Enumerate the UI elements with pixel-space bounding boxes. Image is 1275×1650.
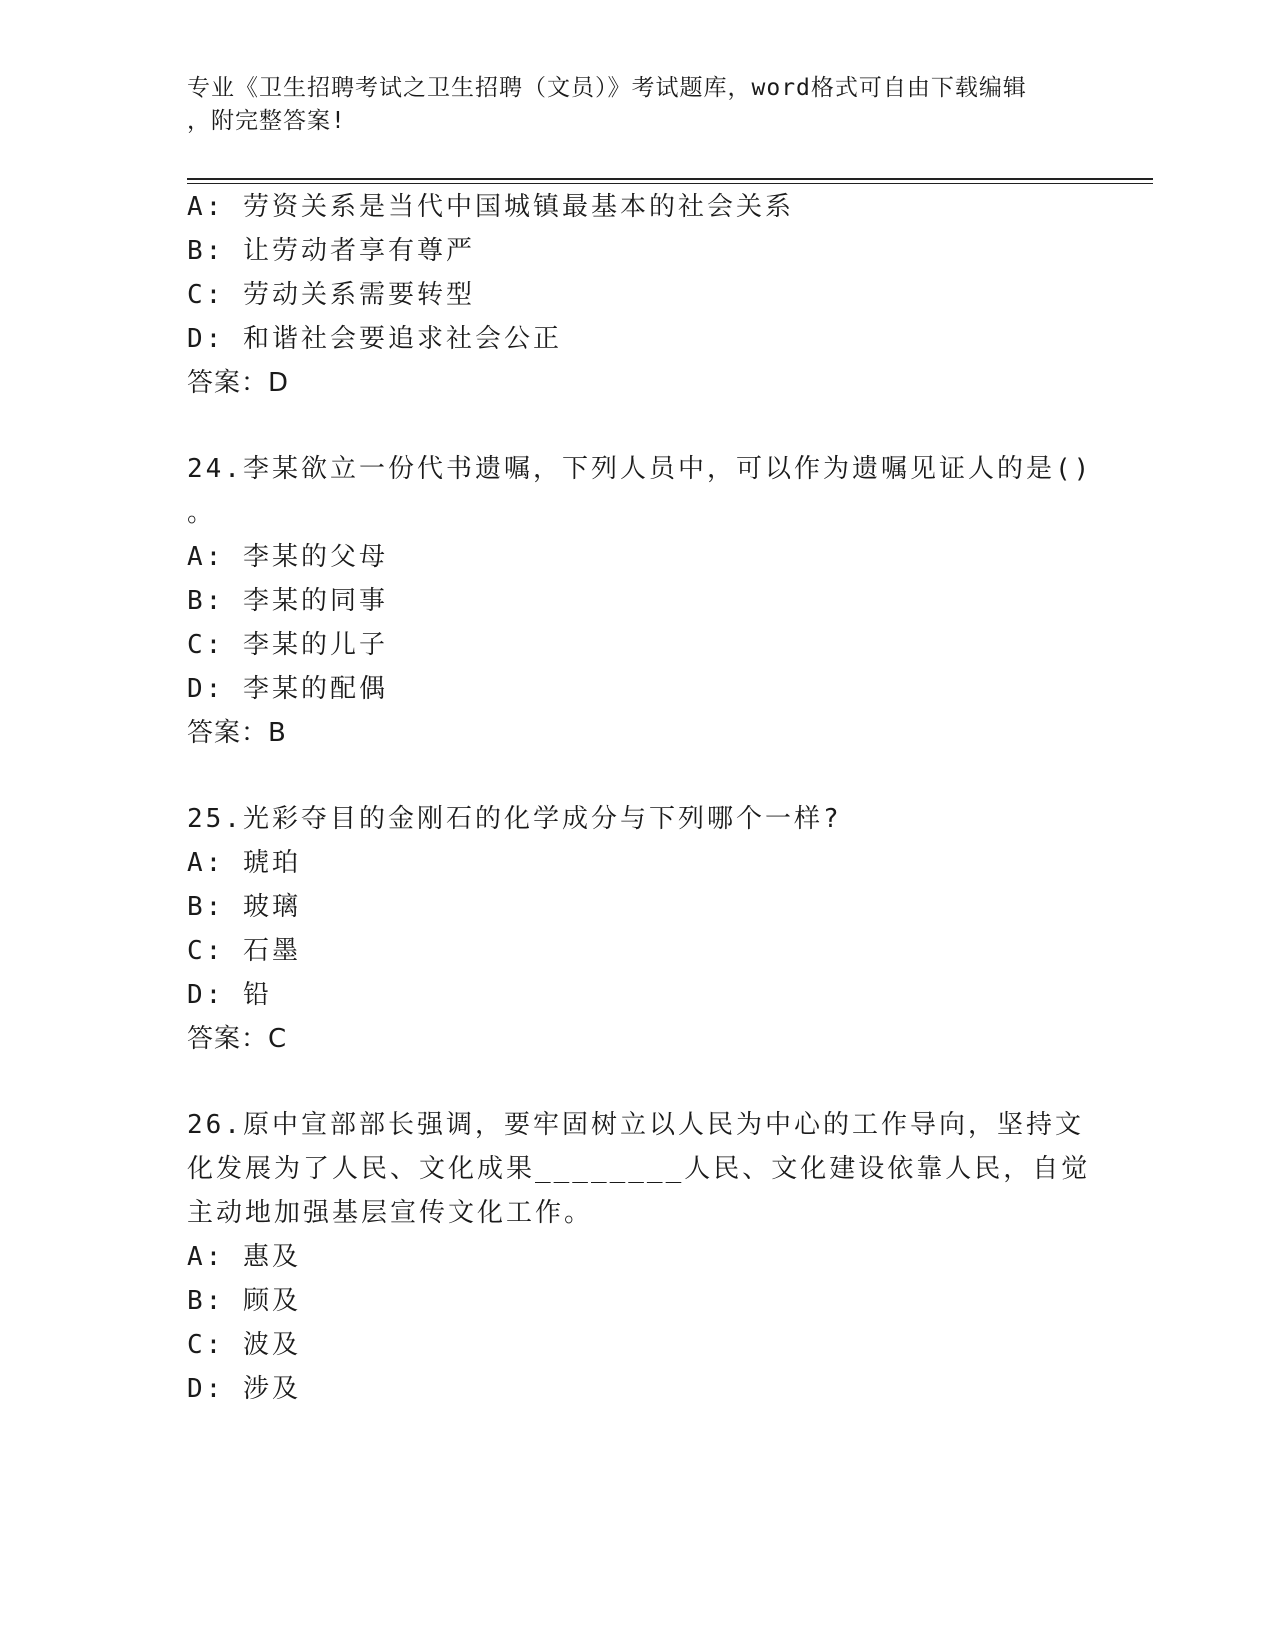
q26-option-c: C: 波及 [187, 1330, 301, 1360]
q26-option-d: D: 涉及 [187, 1374, 301, 1404]
q23-option-c: C: 劳动关系需要转型 [187, 280, 475, 310]
q24-stem-line-2: 。 [187, 498, 217, 528]
q23-option-d: D: 和谐社会要追求社会公正 [187, 324, 562, 354]
q25-option-c: C: 石墨 [187, 936, 301, 966]
q24-stem-line-1: 24.李某欲立一份代书遗嘱，下列人员中，可以作为遗嘱见证人的是() [187, 454, 1093, 484]
header-divider [187, 178, 1153, 184]
q23-answer: 答案：D [187, 368, 290, 398]
q24-option-c: C: 李某的儿子 [187, 630, 388, 660]
q26-option-b: B: 顾及 [187, 1286, 301, 1316]
q25-stem-line-1: 25.光彩夺目的金刚石的化学成分与下列哪个一样? [187, 804, 842, 834]
q23-option-a: A: 劳资关系是当代中国城镇最基本的社会关系 [187, 192, 794, 222]
q24-option-a: A: 李某的父母 [187, 542, 388, 572]
header-line-2: ，附完整答案! [187, 108, 346, 134]
q26-stem-line-2: 化发展为了人民、文化成果________人民、文化建设依靠人民，自觉 [187, 1154, 1091, 1184]
document-header [187, 72, 1087, 138]
q25-answer: 答案：C [187, 1024, 288, 1054]
q25-option-a: A: 琥珀 [187, 848, 301, 878]
q26-option-a: A: 惠及 [187, 1242, 301, 1272]
q24-answer: 答案：B [187, 718, 287, 748]
q24-option-b: B: 李某的同事 [187, 586, 388, 616]
q26-stem-line-3: 主动地加强基层宣传文化工作。 [187, 1198, 594, 1228]
q26-stem-line-1: 26.原中宣部部长强调，要牢固树立以人民为中心的工作导向，坚持文 [187, 1110, 1084, 1140]
q25-option-b: B: 玻璃 [187, 892, 301, 922]
q24-option-d: D: 李某的配偶 [187, 674, 388, 704]
q23-option-b: B: 让劳动者享有尊严 [187, 236, 475, 266]
header-line-1: 专业《卫生招聘考试之卫生招聘（文员）》考试题库，word格式可自由下载编辑 [187, 75, 1027, 101]
q25-option-d: D: 铅 [187, 980, 272, 1010]
